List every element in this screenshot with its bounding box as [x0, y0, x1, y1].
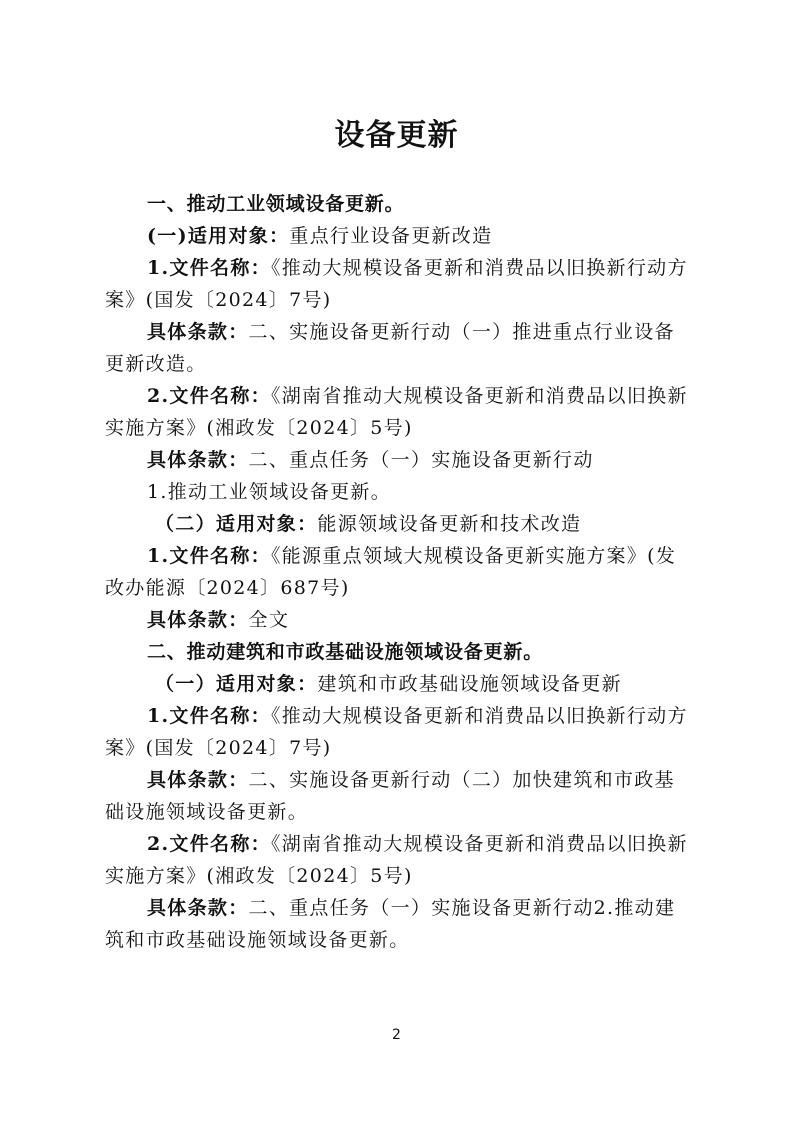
doc-name-value: 《推动大规模设备更新和消费品以旧换新行动方: [270, 705, 688, 727]
doc-name-continuation: 案》(国发〔2024〕7号): [105, 737, 332, 759]
doc-name-line: [105, 252, 705, 284]
applicable-object-value: 能源领域设备更新和技术改造: [317, 513, 582, 535]
clause-line: [105, 764, 705, 796]
clause-value: 二、重点任务（一）实施设备更新行动2.推动建: [248, 897, 676, 919]
applicable-object-label: （二）适用对象：: [155, 513, 318, 535]
clause-label: 具体条款：: [147, 609, 249, 631]
page-title: 设备更新: [334, 118, 459, 153]
clause-value: 二、实施设备更新行动（二）加快建筑和市政基: [248, 769, 675, 791]
clause-continuation: 筑和市政基础设施领域设备更新。: [105, 929, 410, 951]
subsection-1-2: [105, 508, 705, 540]
clause-line: [105, 316, 705, 348]
doc-name-continuation: 实施方案》(湘政发〔2024〕5号): [105, 865, 413, 887]
doc-name-label: 1.文件名称：: [147, 545, 271, 567]
clause-line: [105, 604, 705, 636]
applicable-object-value: 建筑和市政基础设施领域设备更新: [317, 673, 622, 695]
doc-name-value: 《能源重点领域大规模设备更新实施方案》(发: [270, 545, 677, 567]
clause-continuation: 1.推动工业领域设备更新。: [147, 481, 392, 503]
doc-name-label: 2.文件名称：: [147, 833, 271, 855]
doc-name-line: [105, 380, 705, 412]
page-number: 2: [392, 1027, 401, 1043]
clause-label: 具体条款：: [147, 897, 249, 919]
section-heading-2: 二、推动建筑和市政基础设施领域设备更新。: [147, 641, 544, 663]
subsection-1-1: [105, 220, 705, 252]
clause-label: 具体条款：: [147, 449, 249, 471]
doc-name-value: 《推动大规模设备更新和消费品以旧换新行动方: [270, 257, 688, 279]
doc-name-continuation: 实施方案》(湘政发〔2024〕5号): [105, 417, 413, 439]
clause-value: 全文: [248, 609, 290, 631]
clause-value: 二、重点任务（一）实施设备更新行动: [248, 449, 594, 471]
doc-name-continuation: 案》(国发〔2024〕7号): [105, 289, 332, 311]
section-heading-1: 一、推动工业领域设备更新。: [147, 193, 405, 215]
doc-name-value: 《湖南省推动大规模设备更新和消费品以旧换新: [270, 833, 688, 855]
doc-name-continuation: 改办能源〔2024〕687号): [105, 577, 350, 599]
applicable-object-label: (一)适用对象：: [147, 225, 290, 247]
doc-name-label: 1.文件名称：: [147, 705, 271, 727]
doc-name-label: 1.文件名称：: [147, 257, 271, 279]
clause-value: 二、实施设备更新行动（一）推进重点行业设备: [248, 321, 675, 343]
clause-label: 具体条款：: [147, 321, 249, 343]
clause-line: [105, 892, 705, 924]
doc-name-line: [105, 700, 705, 732]
doc-name-line: [105, 828, 705, 860]
doc-name-line: [105, 540, 705, 572]
clause-label: 具体条款：: [147, 769, 249, 791]
doc-name-label: 2.文件名称：: [147, 385, 271, 407]
applicable-object-label: （一）适用对象：: [155, 673, 318, 695]
clause-continuation: 更新改造。: [105, 353, 207, 375]
clause-line: [105, 444, 705, 476]
doc-name-value: 《湖南省推动大规模设备更新和消费品以旧换新: [270, 385, 688, 407]
clause-continuation: 础设施领域设备更新。: [105, 801, 309, 823]
applicable-object-value: 重点行业设备更新改造: [289, 225, 493, 247]
subsection-2-1: [105, 668, 705, 700]
document-body: [105, 188, 705, 956]
